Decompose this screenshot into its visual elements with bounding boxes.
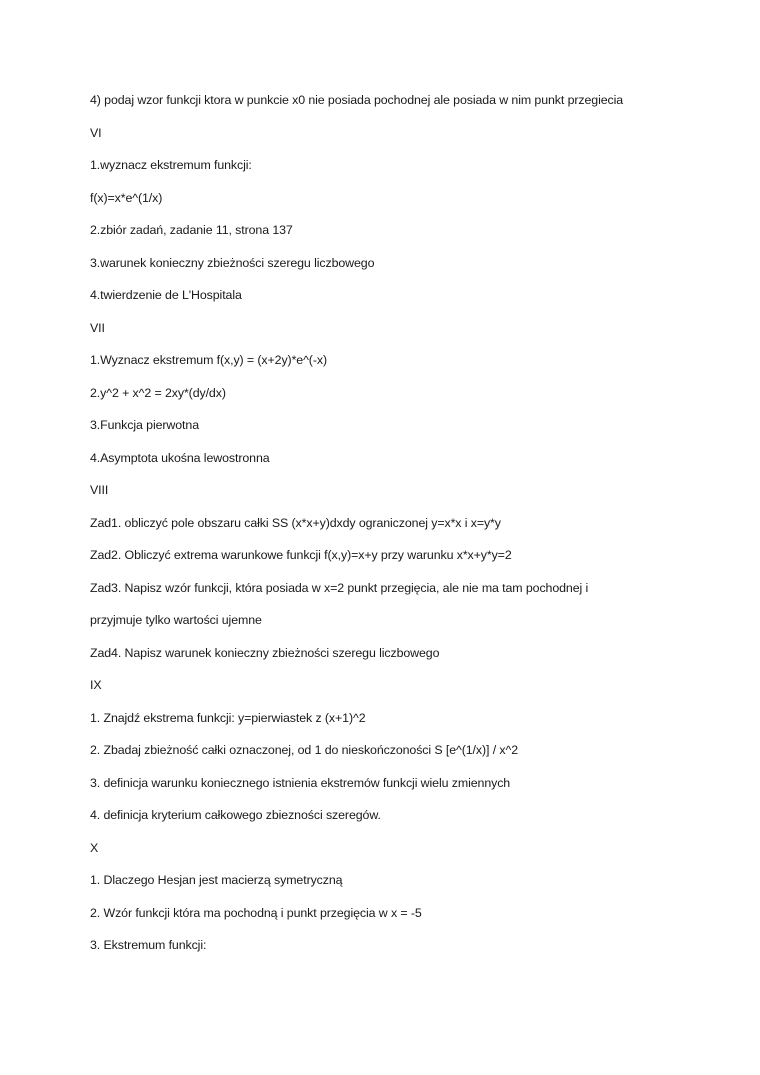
text-line: 4) podaj wzor funkcji ktora w punkcie x0 nie posiada pochodnej ale posiada w nim punkt przegiecia: [90, 93, 624, 107]
text-line: przyjmuje tylko wartości ujemne: [90, 613, 262, 627]
text-line: Zad4. Napisz warunek konieczny zbieżności szeregu liczbowego: [90, 646, 440, 660]
section-heading: X: [90, 841, 99, 855]
text-line: 2.y^2 + x^2 = 2xy*(dy/dx): [90, 386, 226, 400]
text-line: 3. definicja warunku koniecznego istnienia ekstremów funkcji wielu zmiennych: [90, 776, 511, 790]
text-line: 2.zbiór zadań, zadanie 11, strona 137: [90, 223, 293, 237]
text-line: 1.wyznacz ekstremum funkcji:: [90, 158, 252, 172]
text-line: 1. Dlaczego Hesjan jest macierzą symetryczną: [90, 873, 343, 887]
section-heading: IX: [90, 678, 102, 692]
text-line: 4.twierdzenie de L'Hospitala: [90, 288, 242, 302]
text-line: 1. Znajdź ekstrema funkcji: y=pierwiastek z (x+1)^2: [90, 711, 366, 725]
text-line: Zad3. Napisz wzór funkcji, która posiada w x=2 punkt przegięcia, ale nie ma tam pochodnej i: [90, 581, 589, 595]
text-line: 2. Wzór funkcji która ma pochodną i punkt przegięcia w x = -5: [90, 906, 422, 920]
text-line: 3. Ekstremum funkcji:: [90, 938, 207, 952]
section-heading: VII: [90, 321, 105, 335]
text-line: 1.Wyznacz ekstremum f(x,y) = (x+2y)*e^(-x): [90, 353, 327, 367]
section-heading: VI: [90, 126, 102, 140]
text-line: Zad1. obliczyć pole obszaru całki SS (x*x+y)dxdy ograniczonej y=x*x i x=y*y: [90, 516, 501, 530]
text-line: 3.warunek konieczny zbieżności szeregu liczbowego: [90, 256, 375, 270]
text-line: 4.Asymptota ukośna lewostronna: [90, 451, 270, 465]
text-line: 4. definicja kryterium całkowego zbiezności szeregów.: [90, 808, 381, 822]
text-line: 2. Zbadaj zbieżność całki oznaczonej, od 1 do nieskończoności S [e^(1/x)] / x^2: [90, 743, 518, 757]
text-line: f(x)=x*e^(1/x): [90, 191, 163, 205]
text-line: Zad2. Obliczyć extrema warunkowe funkcji f(x,y)=x+y przy warunku x*x+y*y=2: [90, 548, 512, 562]
section-heading: VIII: [90, 483, 109, 497]
text-line: 3.Funkcja pierwotna: [90, 418, 199, 432]
